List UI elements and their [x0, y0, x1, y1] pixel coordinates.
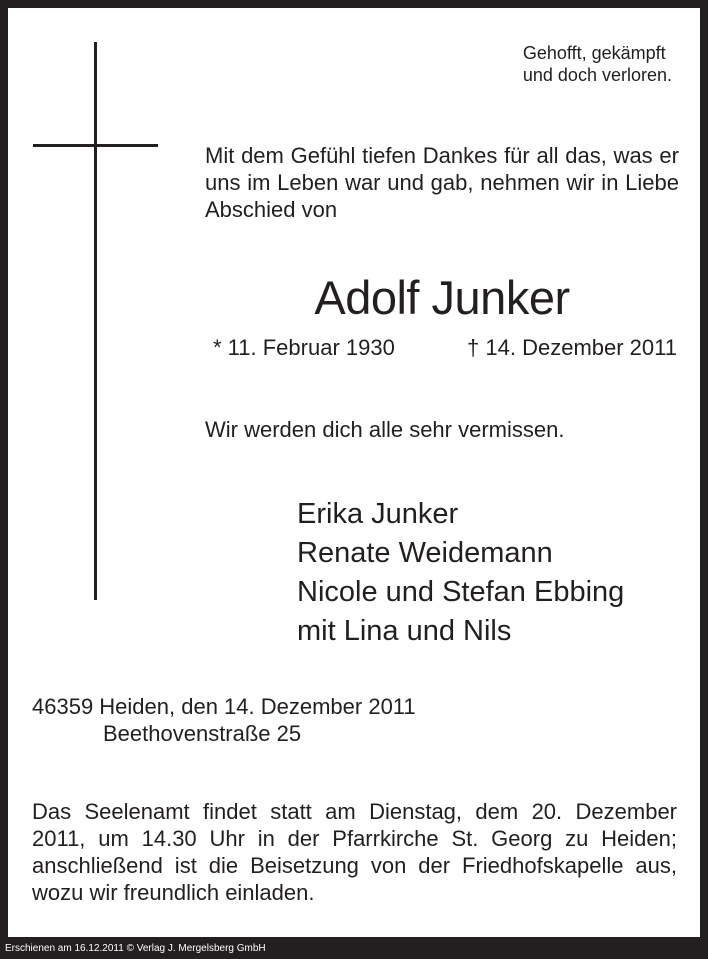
- closing-text: Wir werden dich alle sehr vermissen.: [205, 417, 565, 442]
- deceased-name: Adolf Junker: [314, 271, 570, 324]
- cross-icon: [94, 42, 97, 600]
- address-street: Beethovenstraße 25: [103, 721, 302, 746]
- motto: [523, 42, 672, 86]
- family-member: Erika Junker: [297, 498, 459, 530]
- service-info: Das Seelenamt findet statt am Dienstag, dem 20. Dezember 2011, um 14.30 Uhr in der Pfarrkirche St. Georg zu Heiden; anschließend ist die Beisetzung von der Friedhofskapelle aus, wozu wir freundlich einladen.: [32, 799, 677, 905]
- motto-line: und doch verloren.: [522, 65, 672, 85]
- publication-footer: Erschienen am 16.12.2011 © Verlag J. Mergelsberg GmbH: [5, 943, 266, 954]
- family-member: mit Lina und Nils: [297, 615, 512, 647]
- death-date: † 14. Dezember 2011: [467, 335, 677, 360]
- obituary-card: [8, 8, 700, 937]
- address-city-date: 46359 Heiden, den 14. Dezember 2011: [32, 694, 416, 719]
- family-member: Nicole und Stefan Ebbing: [297, 576, 625, 608]
- cross-icon-bar: [33, 144, 158, 147]
- family-list: [297, 495, 624, 651]
- family-member: Renate Weidemann: [297, 537, 553, 569]
- address-block: [32, 693, 416, 747]
- intro-text: Mit dem Gefühl tiefen Dankes für all das, was er uns im Leben war und gab, nehmen wir in Liebe Abschied von: [205, 143, 679, 222]
- motto-line: Gehofft, gekämpft: [522, 43, 666, 63]
- birth-date: * 11. Februar 1930: [213, 335, 395, 360]
